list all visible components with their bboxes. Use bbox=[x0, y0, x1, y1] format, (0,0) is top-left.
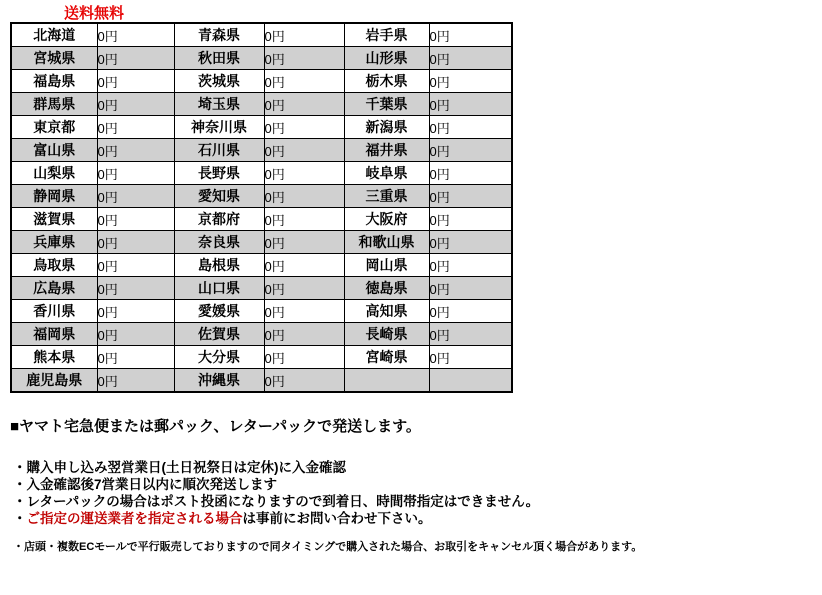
fee-cell: 0円 bbox=[429, 323, 512, 346]
fee-cell: 0円 bbox=[264, 139, 344, 162]
table-row bbox=[11, 277, 512, 300]
fee-cell: 0円 bbox=[264, 369, 344, 393]
table-row bbox=[11, 47, 512, 70]
fee-cell: 0円 bbox=[264, 208, 344, 231]
note-carrier-bullet: ・ bbox=[13, 511, 27, 526]
prefecture-cell: 静岡県 bbox=[11, 185, 97, 208]
fee-cell: 0円 bbox=[97, 162, 174, 185]
note-dispatch-schedule: ・入金確認後7営業日以内に順次発送します bbox=[13, 477, 278, 492]
table-row bbox=[11, 254, 512, 277]
prefecture-cell: 滋賀県 bbox=[11, 208, 97, 231]
table-row bbox=[11, 162, 512, 185]
table-row bbox=[11, 208, 512, 231]
table-row bbox=[11, 323, 512, 346]
prefecture-cell: 石川県 bbox=[174, 139, 264, 162]
fee-cell: 0円 bbox=[97, 116, 174, 139]
fee-cell: 0円 bbox=[264, 23, 344, 47]
free-shipping-label: 送料無料 bbox=[64, 5, 125, 22]
prefecture-cell: 岩手県 bbox=[344, 23, 429, 47]
fee-cell: 0円 bbox=[97, 139, 174, 162]
prefecture-cell: 愛知県 bbox=[174, 185, 264, 208]
fee-cell: 0円 bbox=[264, 185, 344, 208]
fee-cell: 0円 bbox=[429, 300, 512, 323]
prefecture-cell: 神奈川県 bbox=[174, 116, 264, 139]
prefecture-cell: 京都府 bbox=[174, 208, 264, 231]
fee-cell: 0円 bbox=[429, 93, 512, 116]
fee-cell: 0円 bbox=[97, 300, 174, 323]
table-row bbox=[11, 139, 512, 162]
fee-cell: 0円 bbox=[264, 346, 344, 369]
prefecture-cell: 秋田県 bbox=[174, 47, 264, 70]
prefecture-cell: 岐阜県 bbox=[344, 162, 429, 185]
prefecture-cell: 徳島県 bbox=[344, 277, 429, 300]
prefecture-cell: 長崎県 bbox=[344, 323, 429, 346]
note-parallel-sales: ・店頭・複数ECモールで平行販売しておりますので同タイミングで購入された場合、お取引をキャンセル頂く場合があります。 bbox=[13, 541, 643, 553]
prefecture-cell: 新潟県 bbox=[344, 116, 429, 139]
prefecture-cell: 高知県 bbox=[344, 300, 429, 323]
fee-cell: 0円 bbox=[264, 93, 344, 116]
prefecture-cell: 福岡県 bbox=[11, 323, 97, 346]
table-row bbox=[11, 231, 512, 254]
fee-cell: 0円 bbox=[264, 116, 344, 139]
shipping-method-heading: ■ヤマト宅急便または郵パック、レターパックで発送します。 bbox=[10, 418, 421, 435]
note-carrier-red-text: ご指定の運送業者を指定される場合 bbox=[26, 511, 243, 526]
prefecture-cell: 千葉県 bbox=[344, 93, 429, 116]
fee-cell: 0円 bbox=[264, 70, 344, 93]
fee-cell: 0円 bbox=[429, 185, 512, 208]
prefecture-cell: 群馬県 bbox=[11, 93, 97, 116]
prefecture-cell: 熊本県 bbox=[11, 346, 97, 369]
prefecture-cell: 北海道 bbox=[11, 23, 97, 47]
prefecture-cell: 広島県 bbox=[11, 277, 97, 300]
prefecture-cell: 宮城県 bbox=[11, 47, 97, 70]
fee-cell: 0円 bbox=[264, 231, 344, 254]
prefecture-cell: 兵庫県 bbox=[11, 231, 97, 254]
note-carrier-rest-text: は事前にお問い合わせ下さい。 bbox=[242, 511, 432, 526]
prefecture-cell: 栃木県 bbox=[344, 70, 429, 93]
table-row bbox=[11, 93, 512, 116]
prefecture-cell: 福井県 bbox=[344, 139, 429, 162]
note-carrier-request bbox=[13, 510, 539, 527]
table-row bbox=[11, 369, 512, 393]
fee-cell: 0円 bbox=[97, 346, 174, 369]
prefecture-cell: 愛媛県 bbox=[174, 300, 264, 323]
table-row bbox=[11, 300, 512, 323]
fee-cell: 0円 bbox=[264, 162, 344, 185]
shipping-fee-table-body bbox=[11, 23, 512, 392]
fee-cell: 0円 bbox=[264, 300, 344, 323]
fee-cell: 0円 bbox=[429, 231, 512, 254]
prefecture-cell: 山形県 bbox=[344, 47, 429, 70]
fee-cell: 0円 bbox=[97, 323, 174, 346]
fee-cell: 0円 bbox=[429, 47, 512, 70]
fee-cell: 0円 bbox=[264, 254, 344, 277]
prefecture-cell: 埼玉県 bbox=[174, 93, 264, 116]
fee-cell: 0円 bbox=[429, 208, 512, 231]
fee-cell: 0円 bbox=[429, 23, 512, 47]
fee-cell: 0円 bbox=[429, 162, 512, 185]
prefecture-cell bbox=[344, 369, 429, 393]
fee-cell: 0円 bbox=[429, 277, 512, 300]
fee-cell: 0円 bbox=[264, 277, 344, 300]
prefecture-cell: 富山県 bbox=[11, 139, 97, 162]
fee-cell: 0円 bbox=[97, 93, 174, 116]
prefecture-cell: 三重県 bbox=[344, 185, 429, 208]
prefecture-cell: 鳥取県 bbox=[11, 254, 97, 277]
prefecture-cell: 大分県 bbox=[174, 346, 264, 369]
prefecture-cell: 福島県 bbox=[11, 70, 97, 93]
fee-cell: 0円 bbox=[264, 47, 344, 70]
shipping-notes bbox=[13, 459, 539, 527]
fee-cell: 0円 bbox=[97, 369, 174, 393]
fee-cell: 0円 bbox=[97, 70, 174, 93]
table-row bbox=[11, 116, 512, 139]
prefecture-cell: 佐賀県 bbox=[174, 323, 264, 346]
prefecture-cell: 大阪府 bbox=[344, 208, 429, 231]
fee-cell: 0円 bbox=[97, 23, 174, 47]
note-payment-confirmation: ・購入申し込み翌営業日(土日祝祭日は定休)に入金確認 bbox=[13, 460, 346, 475]
table-row bbox=[11, 346, 512, 369]
prefecture-cell: 鹿児島県 bbox=[11, 369, 97, 393]
prefecture-cell: 岡山県 bbox=[344, 254, 429, 277]
prefecture-cell: 香川県 bbox=[11, 300, 97, 323]
table-row bbox=[11, 23, 512, 47]
fee-cell: 0円 bbox=[97, 254, 174, 277]
fee-cell: 0円 bbox=[97, 231, 174, 254]
prefecture-cell: 青森県 bbox=[174, 23, 264, 47]
prefecture-cell: 長野県 bbox=[174, 162, 264, 185]
prefecture-cell: 奈良県 bbox=[174, 231, 264, 254]
fee-cell: 0円 bbox=[429, 70, 512, 93]
prefecture-cell: 沖縄県 bbox=[174, 369, 264, 393]
prefecture-cell: 島根県 bbox=[174, 254, 264, 277]
note-letterpack-delivery: ・レターパックの場合はポスト投函になりますので到着日、時間帯指定はできません。 bbox=[13, 494, 540, 509]
fee-cell: 0円 bbox=[429, 346, 512, 369]
fee-cell: 0円 bbox=[429, 254, 512, 277]
fee-cell: 0円 bbox=[97, 277, 174, 300]
prefecture-cell: 山梨県 bbox=[11, 162, 97, 185]
fee-cell: 0円 bbox=[429, 116, 512, 139]
table-row bbox=[11, 185, 512, 208]
fee-cell: 0円 bbox=[97, 185, 174, 208]
prefecture-cell: 東京都 bbox=[11, 116, 97, 139]
fee-cell bbox=[429, 369, 512, 393]
shipping-fee-table bbox=[10, 22, 513, 393]
fee-cell: 0円 bbox=[264, 323, 344, 346]
prefecture-cell: 宮崎県 bbox=[344, 346, 429, 369]
prefecture-cell: 和歌山県 bbox=[344, 231, 429, 254]
fee-cell: 0円 bbox=[429, 139, 512, 162]
fee-cell: 0円 bbox=[97, 208, 174, 231]
table-row bbox=[11, 70, 512, 93]
prefecture-cell: 茨城県 bbox=[174, 70, 264, 93]
prefecture-cell: 山口県 bbox=[174, 277, 264, 300]
fee-cell: 0円 bbox=[97, 47, 174, 70]
